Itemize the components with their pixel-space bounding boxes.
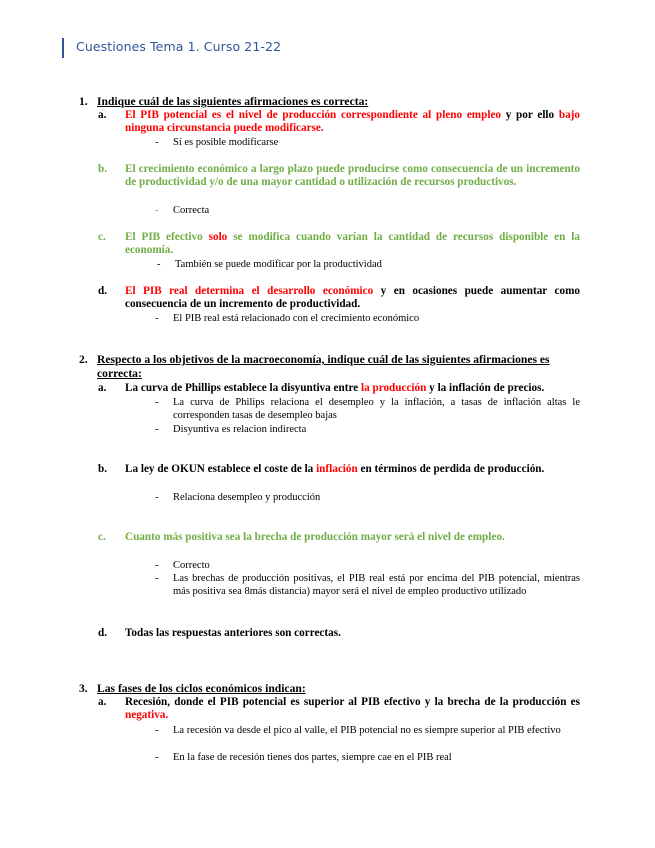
- q3-a-note-1: - La recesión va desde el pico al valle, el PIB potencial no es siempre superior al PIB efectivo: [155, 725, 561, 736]
- q2-c-note-2: - Las brechas de producción positivas, el PIB real está por encima del PIB potencial, mientras más positiva sea 8más distancia) mayor será el nivel de empleo productivo utilizado: [155, 573, 580, 597]
- q2-c-note-1: - Correcto: [155, 560, 210, 571]
- q2-option-d: [98, 627, 580, 640]
- option-letter: b.: [98, 463, 108, 475]
- question-3: [79, 682, 584, 696]
- q2-a-note-1: - La curva de Philips relaciona el desempleo y la inflación, a tasas de inflación altas le corresponden tasas de desempleo bajas: [155, 397, 580, 421]
- q2-option-b: [98, 463, 580, 476]
- q3-option-a: [98, 696, 580, 723]
- option-text: El PIB efectivo solo se modifica cuando varían la cantidad de recursos disponible en la economía.: [125, 231, 580, 257]
- question-1: [79, 95, 584, 109]
- option-text: Recesión, donde el PIB potencial es superior al PIB efectivo y la brecha de la producción es negativa.: [125, 696, 580, 722]
- q2-option-c: [98, 531, 580, 544]
- option-text: La curva de Phillips establece la disyuntiva entre la producción y la inflación de precios.: [125, 382, 545, 394]
- page-header: Cuestiones Tema 1. Curso 21-22: [76, 39, 282, 54]
- option-text: Cuanto más positiva sea la brecha de producción mayor será el nivel de empleo.: [125, 531, 505, 543]
- question-number: 1.: [79, 95, 88, 108]
- option-letter: b.: [98, 163, 108, 175]
- q2-option-a: [98, 382, 580, 395]
- header-accent-bar: [62, 38, 64, 58]
- q1-option-a: [98, 109, 580, 136]
- question-text: Las fases de los ciclos económicos indican:: [97, 682, 306, 695]
- option-text: El PIB real determina el desarrollo económico y en ocasiones puede aumentar como consecuencia de un incremento de productividad.: [125, 285, 580, 311]
- q2-b-note-1: - Relaciona desempleo y producción: [155, 492, 321, 503]
- q1-option-c: [98, 231, 580, 258]
- q1-d-note-1: - El PIB real está relacionado con el crecimiento económico: [155, 313, 420, 324]
- q1-b-note-1: - Correcta: [155, 205, 210, 216]
- question-number: 2.: [79, 353, 88, 366]
- q1-option-b: [98, 163, 580, 190]
- question-2: [79, 353, 584, 381]
- option-text: El PIB potencial es el nivel de producción correspondiente al pleno empleo y por ello bajo ninguna circunstancia puede modificarse.: [125, 109, 580, 135]
- option-text: La ley de OKUN establece el coste de la inflación en términos de perdida de producción.: [125, 463, 545, 475]
- option-letter: c.: [98, 231, 106, 243]
- question-number: 3.: [79, 682, 88, 695]
- option-letter: a.: [98, 382, 107, 394]
- option-text: Todas las respuestas anteriores son correctas.: [125, 627, 341, 639]
- q1-a-note-1: - Sí es posible modificarse: [155, 137, 279, 148]
- q3-a-note-2: - En la fase de recesión tienes dos partes, siempre cae en el PIB real: [155, 752, 452, 763]
- question-text: Indique cuál de las siguientes afirmaciones es correcta:: [97, 95, 369, 108]
- q1-option-d: [98, 285, 580, 312]
- question-text: Respecto a los objetivos de la macroeconomía, indique cuál de las siguientes afirmaciones es correcta:: [97, 353, 550, 380]
- q2-a-note-2: - Disyuntiva es relacion indirecta: [155, 424, 307, 435]
- option-text: El crecimiento económico a largo plazo puede producirse como consecuencia de un incremento de productividad y/o de una mayor cantidad o utilización de recursos productivos.: [125, 163, 580, 189]
- q1-c-note-1: - También se puede modificar por la productividad: [157, 259, 382, 270]
- option-letter: a.: [98, 696, 107, 708]
- option-letter: d.: [98, 627, 108, 639]
- option-letter: d.: [98, 285, 108, 297]
- option-letter: a.: [98, 109, 107, 121]
- option-letter: c.: [98, 531, 106, 543]
